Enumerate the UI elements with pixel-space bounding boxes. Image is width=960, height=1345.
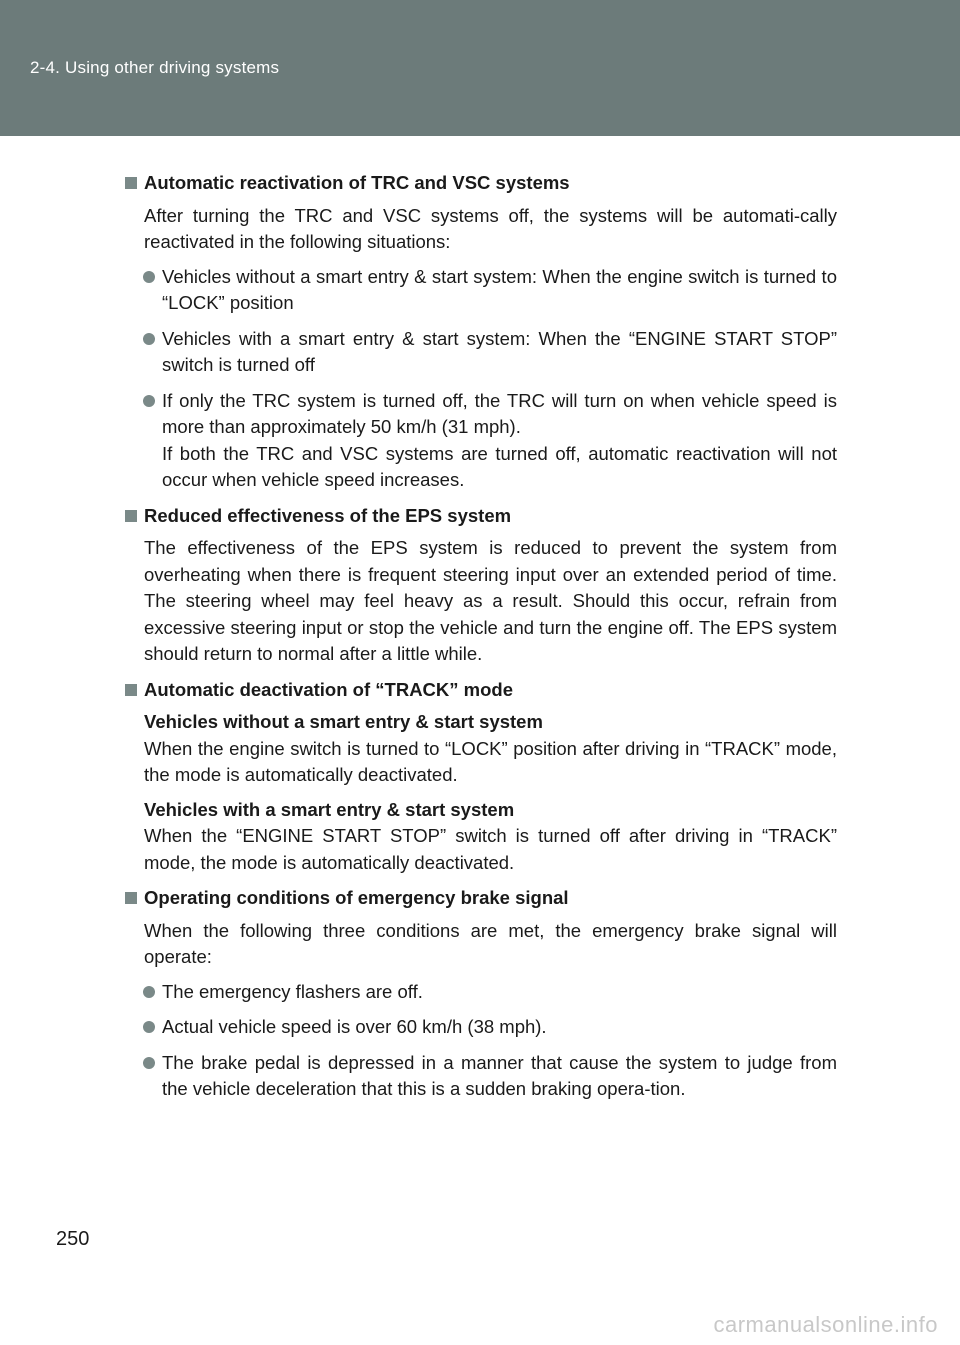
section-paragraph: The effectiveness of the EPS system is reduced to prevent the system from overheating when there is frequent steering input over an extended period of time. The steering wheel may feel heavy as a result. Should this occur, refrain from excessive steering input or stop the vehicle and turn the engine off. The EPS system should return to normal after a little while.: [144, 537, 837, 664]
subsection-text: When the “ENGINE START STOP” switch is turned off after driving in “TRACK” mode, the mode is automatically deactivated.: [144, 825, 837, 873]
square-bullet-icon: [125, 510, 137, 522]
section-heading: Automatic deactivation of “TRACK” mode: [125, 677, 837, 704]
list-item: If only the TRC system is turned off, the TRC will turn on when vehicle speed is more than approximately 50 km/h (31 mph). If both the TRC and VSC systems are turned off, automatic reactivation will not occur when vehicle speed increases.: [125, 388, 837, 494]
list-item: Vehicles with a smart entry & start system: When the “ENGINE START STOP” switch is turned off: [125, 326, 837, 379]
list-item: Vehicles without a smart entry & start system: When the engine switch is turned to “LOCK” position: [125, 264, 837, 317]
section-paragraph: When the following three conditions are met, the emergency brake signal will operate:: [144, 919, 837, 967]
section-heading: Operating conditions of emergency brake signal: [125, 885, 837, 912]
square-bullet-icon: [125, 177, 137, 189]
section-emergency-brake-signal: [125, 885, 837, 1103]
section-trc-vsc-reactivation: [125, 170, 837, 494]
section-eps-effectiveness: [125, 503, 837, 668]
list-item: Actual vehicle speed is over 60 km/h (38 mph).: [125, 1014, 837, 1041]
circle-bullet-icon: [143, 271, 155, 283]
list-item: The emergency flashers are off.: [125, 979, 837, 1006]
circle-bullet-icon: [143, 1021, 155, 1033]
section-paragraph: After turning the TRC and VSC systems off, the systems will be automati-cally reactivated in the following situations:: [144, 204, 837, 252]
subsection-text: When the engine switch is turned to “LOCK” position after driving in “TRACK” mode, the mode is automatically deactivated.: [144, 737, 837, 785]
circle-bullet-icon: [143, 1057, 155, 1069]
circle-bullet-icon: [143, 333, 155, 345]
list-item: The brake pedal is depressed in a manner that cause the system to judge from the vehicle deceleration that this is a sudden braking opera-tion.: [125, 1050, 837, 1103]
subsection: [125, 797, 837, 877]
page-content: [125, 170, 837, 1112]
section-heading: Automatic reactivation of TRC and VSC systems: [125, 170, 837, 197]
circle-bullet-icon: [143, 395, 155, 407]
page-number: 250: [56, 1228, 90, 1250]
subsection: [125, 709, 837, 789]
watermark: carmanualsonline.info: [713, 1312, 938, 1337]
page-header: [0, 0, 960, 136]
section-heading: Reduced effectiveness of the EPS system: [125, 503, 837, 530]
subsection-heading: Vehicles without a smart entry & start system: [144, 711, 543, 732]
square-bullet-icon: [125, 684, 137, 696]
square-bullet-icon: [125, 892, 137, 904]
circle-bullet-icon: [143, 986, 155, 998]
subsection-heading: Vehicles with a smart entry & start system: [144, 798, 515, 820]
section-track-mode-deactivation: [125, 677, 837, 877]
section-breadcrumb: 2-4. Using other driving systems: [30, 58, 280, 77]
